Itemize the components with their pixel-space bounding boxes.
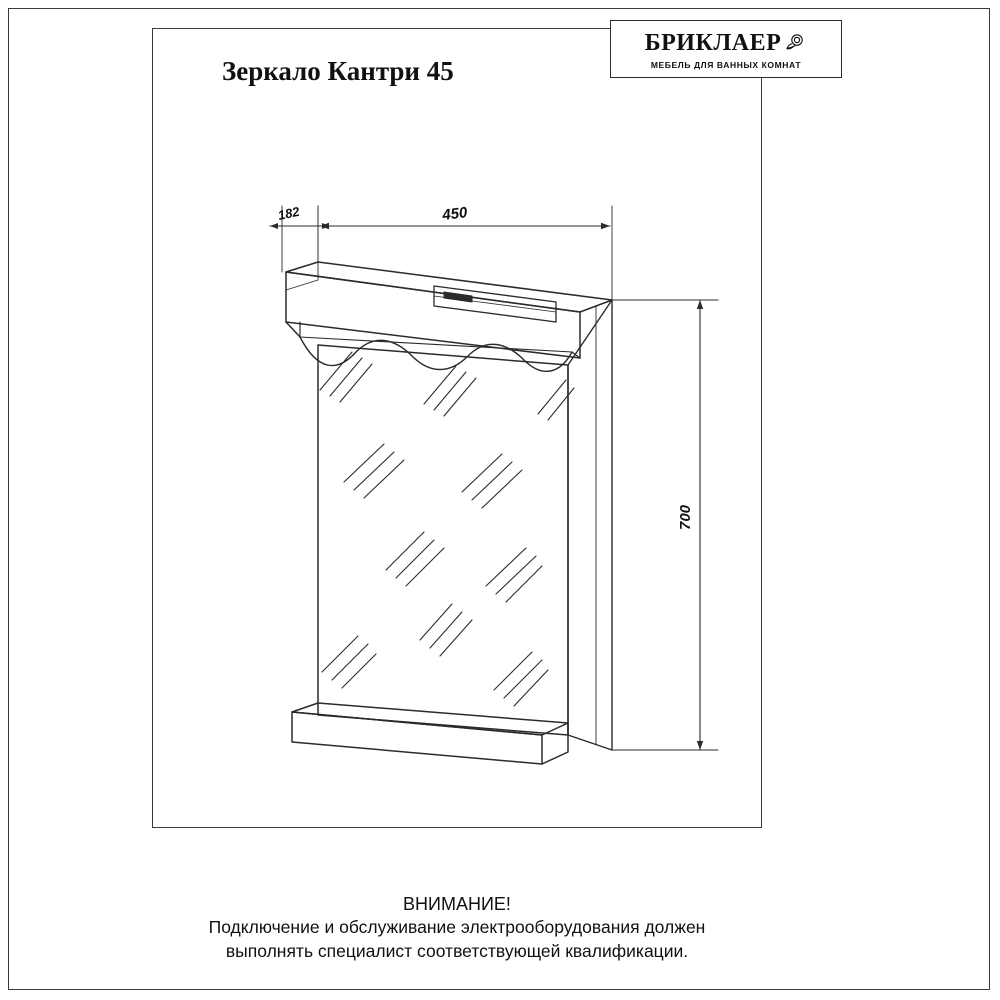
dimension-label-height: 700 [677, 504, 694, 530]
warning-heading: ВНИМАНИЕ! [403, 894, 511, 914]
brand-tagline: МЕБЕЛЬ ДЛЯ ВАННЫХ КОМНАТ [650, 59, 802, 70]
warning-line-2: выполнять специалист соответствующей квалификации. [225, 940, 689, 961]
brand-name: БРИКЛАЕР [644, 29, 782, 56]
warning-line-1: Подключение и обслуживание электрооборудования должен [208, 917, 706, 938]
dimension-label-depth: 182 [276, 203, 301, 223]
warning-block [152, 892, 762, 964]
page-title: Зеркало Кантри 45 [222, 56, 454, 86]
dimension-label-width: 450 [441, 204, 469, 224]
